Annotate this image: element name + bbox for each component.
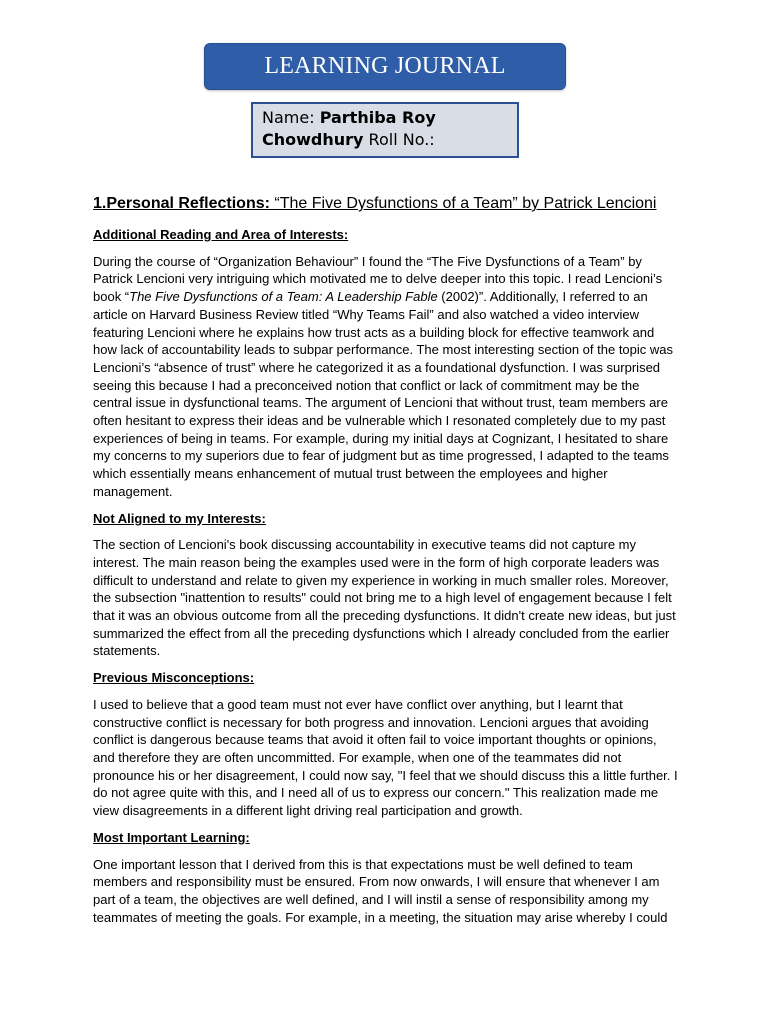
journal-body [93, 193, 678, 935]
heading-misconceptions: Previous Misconceptions: [93, 670, 255, 686]
name-box [251, 102, 519, 158]
paragraph-not-aligned: The section of Lencioni's book discussing accountability in executive teams did not capture my interest. The main reason being the examples used were in the form of high corporate leaders was difficult to understand and relate to given my experience in working in much smaller roles. Moreover, the subsection "inattention to results" could not bring me to a high level of engagement because I felt that it was an obvious outcome from all the preceding dysfunctions. It didn't create new ideas, but just summarized the effect from all the preceding dysfunctions which I already concluded from the earlier statements. [93, 537, 676, 659]
additional-text-1: During the course of “Organization Behaviour” I found the “The Five Dysfunctions of a Team” by Patrick Lencioni very intriguing which motivated me to delve deeper into this topic. I read Lencioni’s book “ [93, 253, 663, 305]
roll-no-label: Roll No.: [363, 130, 435, 149]
paragraph-misconceptions: I used to believe that a good team must not ever have conflict over anything, but I learnt that constructive conflict is necessary for both progress and innovation. Lencioni argues that avoiding conflict is dangerous because teams that avoid it often fail to voice important thoughts or opinions, and therefore they are often uncommitted. For example, when one of the teammates did not pronounce his or her disagreement, I could now say, "I feel that we should discuss this a little further. I do not agree quite with this, and I need all of us to express our concern." This realization made me view disagreements in a different light driving real participation and growth. [93, 696, 678, 819]
journal-title: LEARNING JOURNAL [264, 53, 506, 79]
heading-most-important-learning: Most Important Learning: [93, 829, 250, 845]
student-name-line2: Chowdhury [262, 130, 364, 149]
section-title [93, 193, 678, 215]
book-title: The Five Dysfunctions of a Team: A Leadership Fable [129, 289, 438, 305]
paragraph-most-important-learning: One important lesson that I derived from this is that expectations must be well defined to team members and responsibility must be ensured. From now onwards, I will ensure that whenever I am part of a team, the objectives are well defined, and I will instil a sense of responsibility among my teammates of meeting the goals. For example, in a meeting, the situation may arise whereby I could [93, 856, 668, 925]
heading-not-aligned: Not Aligned to my Interests: [93, 510, 266, 526]
additional-text-2: (2002)”. Additionally, I referred to an article on Harvard Business Review titled “Why Teams Fail” and also watched a video interview featuring Lencioni where he explains how trust acts as a building block for effective teamwork and how lack of accountability leads to subpar performance. The most interesting section of the topic was Lencioni’s “absence of trust” where he categorized it as a foundational dysfunction. I was surprised seeing this because I had a preconceived notion that conflict or lack of commitment may be the central issue in dysfunctional teams. The argument of Lencioni that without trust, team members are often hesitant to express their ideas and be vulnerable which I resonated completely due to my past experiences of being in teams. For example, during my initial days at Cognizant, I hesitated to share my concerns to my superiors due to fear of judgment but as time progressed, I adapted to the teams which essentially means enhancement of mutual trust between the employees and higher management. [93, 289, 674, 499]
heading-additional-reading: Additional Reading and Area of Interests: [93, 227, 349, 242]
name-label: Name: [262, 108, 320, 127]
section-title-lead: 1.Personal Reflections: [93, 195, 270, 212]
student-name: Parthiba Roy [319, 108, 436, 127]
journal-title-banner [204, 43, 566, 90]
paragraph-additional-reading [93, 253, 678, 501]
section-title-book: “The Five Dysfunctions of a Team” by Patrick Lencioni [269, 195, 657, 212]
